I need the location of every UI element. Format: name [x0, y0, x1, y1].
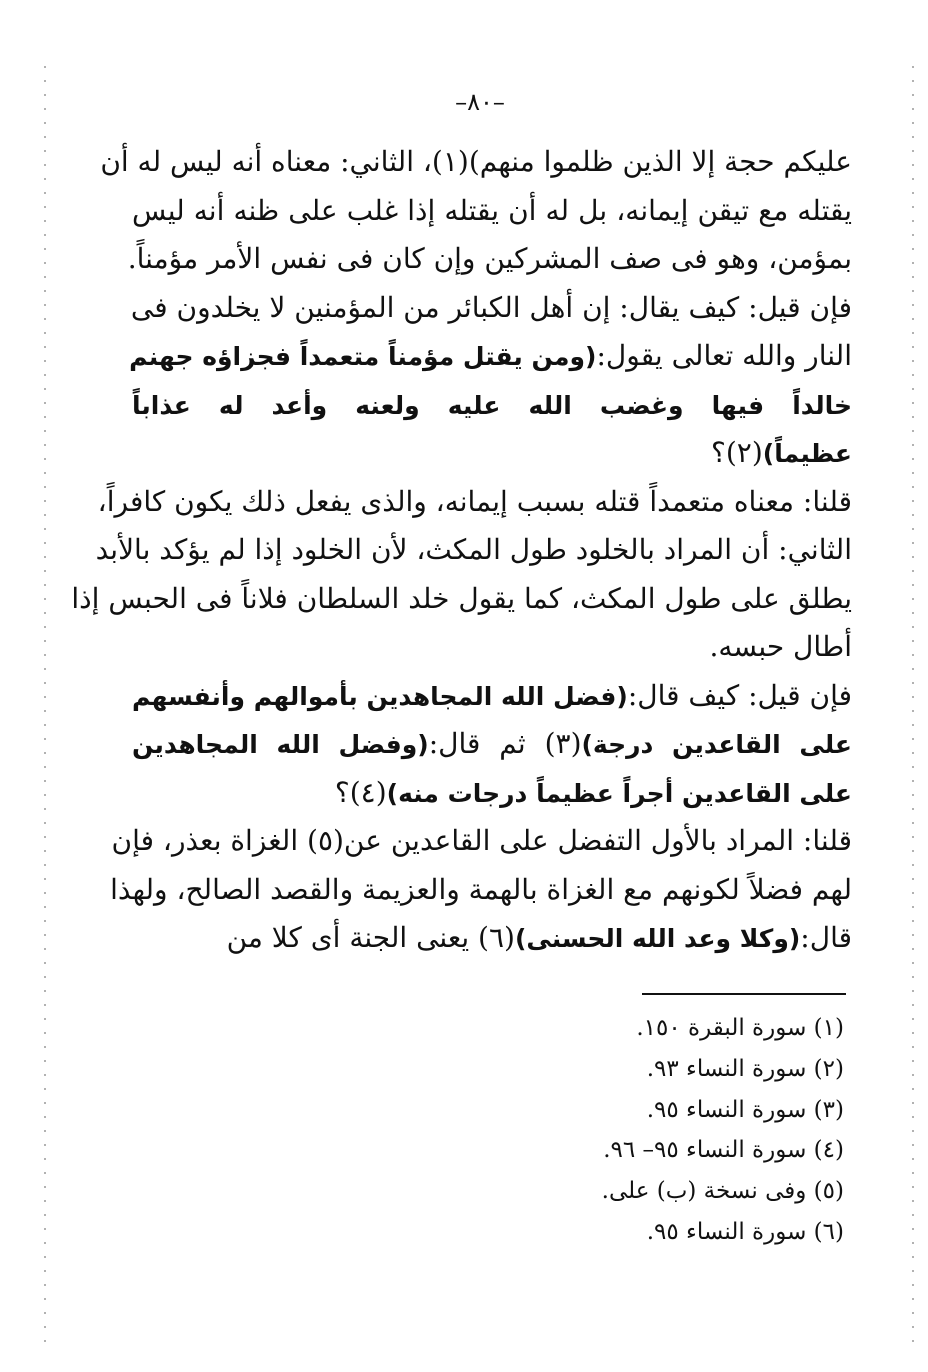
paragraph: [110, 817, 852, 963]
footnote: (١) سورة البقرة ١٥٠.: [636, 1015, 844, 1041]
paragraph: [129, 284, 852, 478]
footnote: (٦) سورة النساء ٩٥.: [646, 1218, 844, 1245]
footnotes: [444, 1008, 844, 1253]
text-line: [132, 284, 852, 333]
text-segment: يطلق على طول المكث، كما يقول خلد السلطان فلاناً فى الحبس إذا: [71, 581, 852, 615]
body-text: [71, 138, 853, 963]
paragraph: [100, 138, 852, 284]
text-line: [132, 720, 852, 769]
text-segment: يقتله مع تيقن إيمانه، بل له أن يقتله إذا غلب على ظنه أنه ليس: [132, 193, 852, 227]
page-number: –٨٠–: [455, 88, 505, 116]
text-line: [132, 187, 852, 236]
text-segment: فإن قيل: كيف يقال: إن أهل الكبائر من المؤمنين لا يخلدون فى: [130, 290, 852, 324]
text-line: [71, 575, 852, 624]
text-segment: (٤)؟: [334, 775, 387, 809]
footnote: (٢) سورة النساء ٩٣.: [646, 1055, 844, 1082]
quran-quote: عظيماً): [762, 439, 852, 468]
text-segment: لهم فضلاً لكونهم مع الغزاة بالهمة والعزيمة والقصد الصالح، ولهذا: [110, 872, 852, 906]
text-segment: قلنا: معناه متعمداً قتله بسبب إيمانه، والذى يفعل ذلك يكون كافراً،: [97, 484, 852, 518]
text-line: [129, 332, 852, 381]
text-line: [97, 478, 852, 527]
text-line: [110, 866, 852, 915]
quran-quote: (وفضل الله المجاهدين: [132, 730, 429, 759]
right-margin-dots: [912, 60, 914, 1350]
text-segment: قلنا: المراد بالأول التفضل على القاعدين عن(٥) الغزاة بعذر، فإن: [111, 824, 852, 857]
text-line: [132, 769, 852, 818]
text-segment: النار والله تعالى يقول:: [596, 339, 852, 372]
quran-quote: (وكلا وعد الله الحسنى): [514, 924, 801, 953]
text-segment: عليكم حجة إلا الذين ظلموا منهم)(١)، الثاني: معناه أنه ليس له أن: [100, 145, 852, 178]
text-line: [132, 381, 852, 430]
footnote: (٣) سورة النساء ٩٥.: [646, 1096, 844, 1123]
text-segment: (٢)؟: [711, 436, 763, 469]
text-segment: أطال حبسه.: [709, 630, 852, 663]
left-margin-dots: [44, 60, 46, 1350]
paragraph: [71, 478, 852, 672]
text-line: [132, 429, 852, 478]
text-segment: فإن قيل: كيف قال:: [627, 678, 853, 712]
footnote: (٤) سورة النساء ٩٥– ٩٦.: [603, 1137, 844, 1164]
footnote-separator: [642, 993, 846, 995]
paragraph: [132, 672, 852, 818]
quran-quote: (ومن يقتل مؤمناً متعمداً فجزاؤه جهنم: [129, 342, 597, 371]
text-segment: (٣) ثم قال:: [428, 727, 582, 760]
text-line: [132, 672, 852, 721]
text-line: [132, 914, 852, 963]
text-line: [100, 138, 852, 187]
text-line: [111, 817, 852, 866]
quran-quote: على القاعدين أجراً عظيماً درجات منه): [386, 778, 852, 808]
text-line: [95, 526, 852, 575]
quran-quote: على القاعدين درجة): [581, 730, 852, 759]
quran-quote: خالداً فيها وغضب الله عليه ولعنه وأعد له عذاباً: [132, 390, 852, 420]
footnote: (٥) وفى نسخة (ب) على.: [601, 1178, 844, 1205]
quran-quote: (فضل الله المجاهدين بأموالهم وأنفسهم: [132, 681, 628, 711]
text-segment: بمؤمن، وهو فى صف المشركين وإن كان فى نفس الأمر مؤمناً.: [127, 242, 852, 275]
text-line: [127, 235, 852, 284]
text-segment: (٦) يعنى الجنة أى كلا من: [226, 921, 515, 954]
text-line: [132, 623, 852, 672]
text-segment: قال:: [800, 921, 852, 954]
text-segment: الثاني: أن المراد بالخلود طول المكث، لأن الخلود إذا لم يؤكد بالأبد: [95, 533, 852, 566]
